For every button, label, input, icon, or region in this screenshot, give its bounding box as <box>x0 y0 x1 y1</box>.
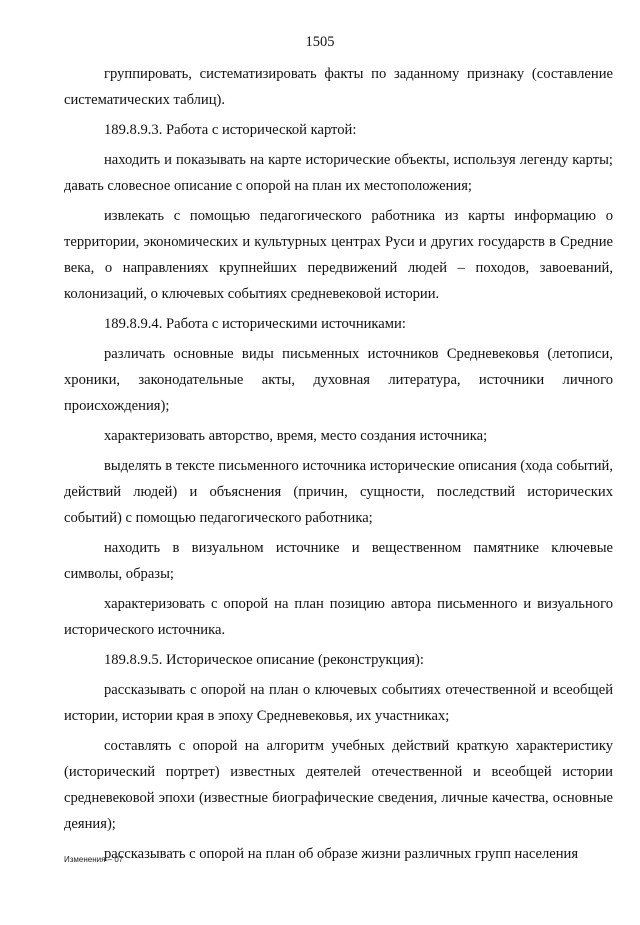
paragraph: группировать, систематизировать факты по заданному признаку (составление систематических таблиц). <box>64 66 613 108</box>
paragraph: различать основные виды письменных источников Средневековья (летописи, хроники, законодательные акты, духовная литература, источники личного происхождения); <box>64 346 613 414</box>
section-heading: 189.8.9.4. Работа с историческими источниками: <box>104 316 406 332</box>
paragraph: характеризовать с опорой на план позицию автора письменного и визуального исторического источника. <box>64 596 613 638</box>
document-body <box>64 61 613 871</box>
section-heading: 189.8.9.5. Историческое описание (реконструкция): <box>104 652 424 668</box>
paragraph: составлять с опорой на алгоритм учебных действий краткую характеристику (исторический портрет) известных деятелей отечественной и всеобщей истории средневековой эпохи (известные биографические сведения, личные качества, основные деяния); <box>64 738 613 832</box>
paragraph: извлекать с помощью педагогического работника из карты информацию о территории, экономических и культурных центрах Руси и других государств в Средние века, о направлениях крупнейших передвижений людей – походов, завоеваний, колонизаций, о ключевых событиях средневековой истории. <box>64 208 613 302</box>
paragraph: находить и показывать на карте исторические объекты, используя легенду карты; давать словесное описание с опорой на план их местоположения; <box>64 152 613 194</box>
footer-revision-note: Изменения – 07 <box>64 855 124 864</box>
paragraph: характеризовать авторство, время, место создания источника; <box>104 428 488 444</box>
paragraph: рассказывать с опорой на план о ключевых событиях отечественной и всеобщей истории, истории края в эпоху Средневековья, их участниках; <box>64 682 613 724</box>
paragraph: находить в визуальном источнике и вещественном памятнике ключевые символы, образы; <box>64 540 613 582</box>
paragraph: рассказывать с опорой на план об образе жизни различных групп населения <box>104 846 579 862</box>
paragraph: выделять в тексте письменного источника исторические описания (хода событий, действий людей) и объяснения (причин, сущности, последствий исторических событий) с помощью педагогического работника; <box>64 458 613 526</box>
section-heading: 189.8.9.3. Работа с исторической картой: <box>104 122 357 138</box>
page-number: 1505 <box>305 34 335 50</box>
